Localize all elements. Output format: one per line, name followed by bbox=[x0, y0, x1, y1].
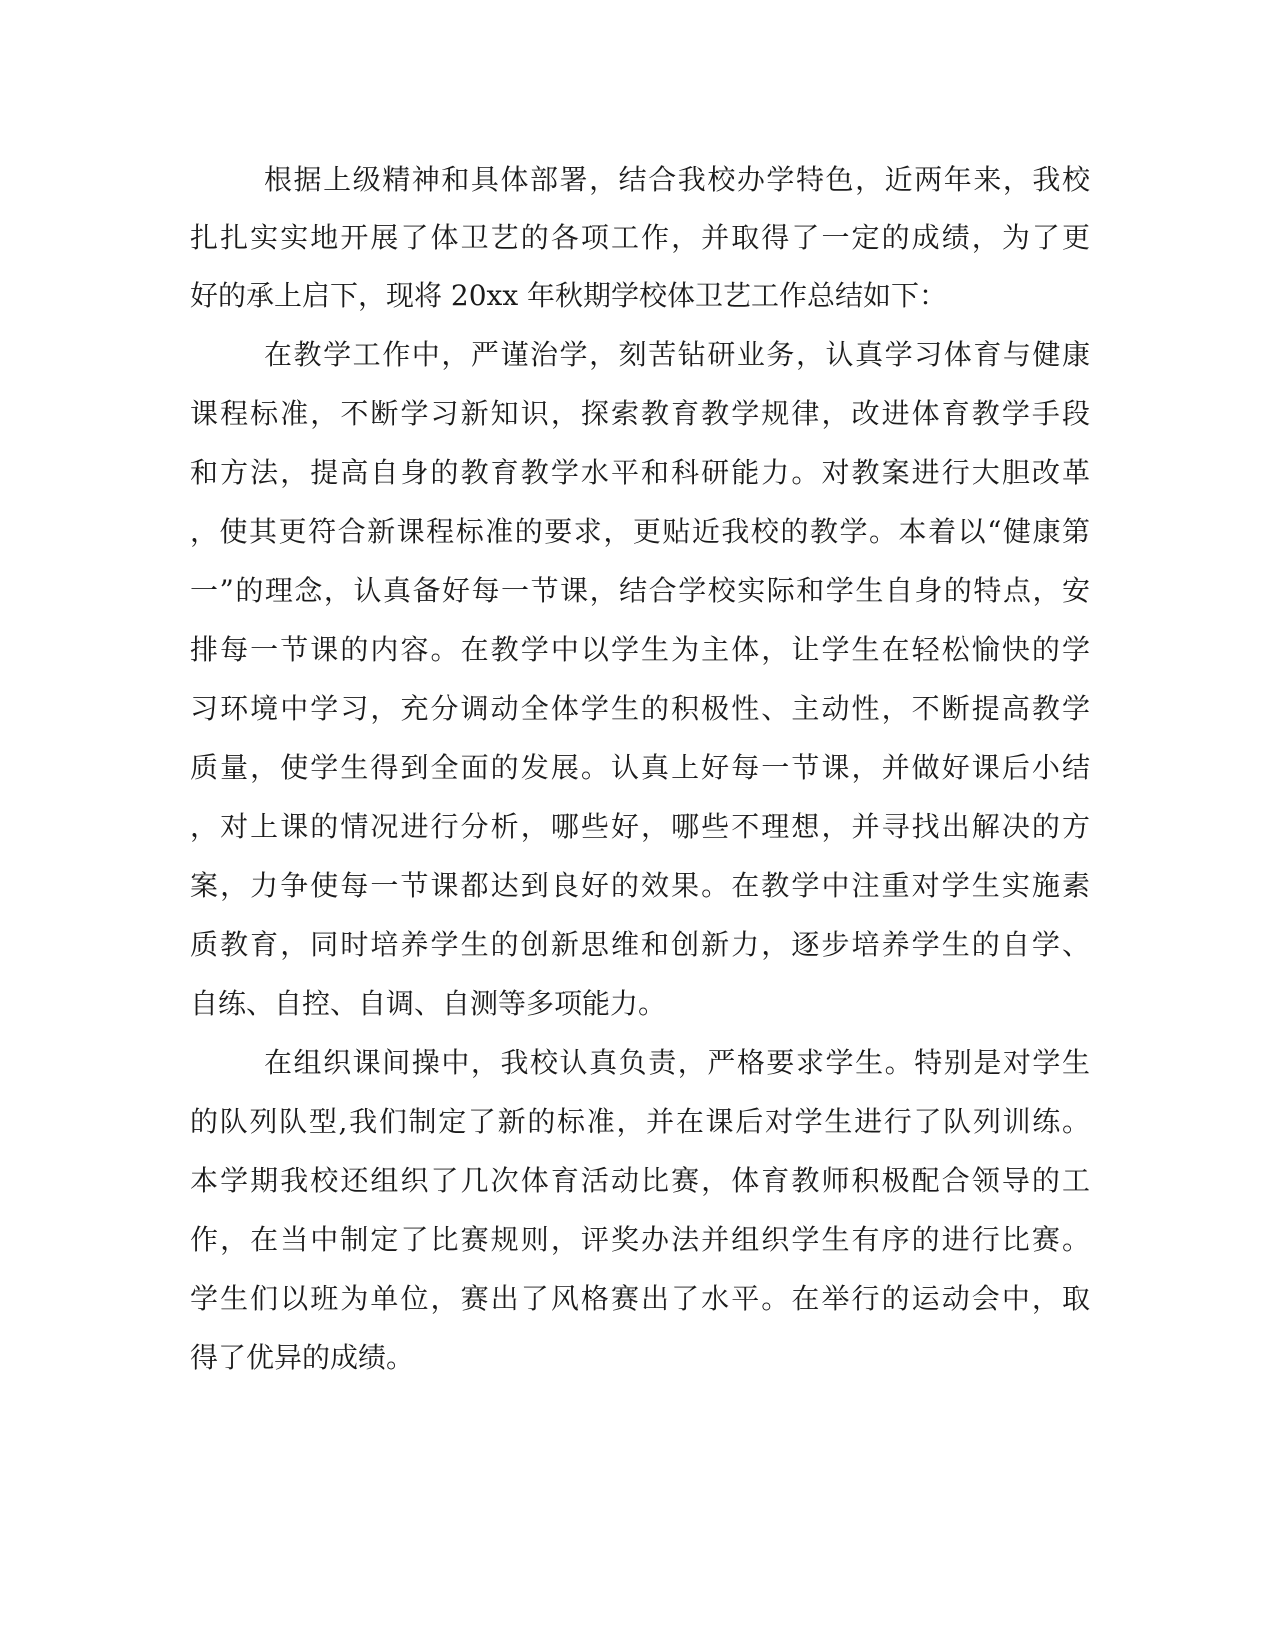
paragraph-2-line-9: ，对上课的情况进行分析，哪些好，哪些不理想，并寻找出解决的方 bbox=[190, 810, 1090, 843]
paragraph-2-line-7: 习环境中学习，充分调动全体学生的积极性、主动性，不断提高教学 bbox=[190, 692, 1090, 725]
paragraph-3-line-5: 学生们以班为单位，赛出了风格赛出了水平。在举行的运动会中，取 bbox=[190, 1282, 1090, 1315]
paragraph-2-line-2: 课程标准，不断学习新知识，探索教育教学规律，改进体育教学手段 bbox=[190, 397, 1090, 430]
paragraph-3-line-2: 的队列队型,我们制定了新的标准，并在课后对学生进行了队列训练。 bbox=[190, 1105, 1090, 1138]
paragraph-1-line-2: 扎扎实实地开展了体卫艺的各项工作，并取得了一定的成绩，为了更 bbox=[190, 221, 1090, 254]
paragraph-2-line-11: 质教育，同时培养学生的创新思维和创新力，逐步培养学生的自学、 bbox=[190, 928, 1090, 961]
paragraph-1-line-1: 根据上级精神和具体部署，结合我校办学特色，近两年来，我校 bbox=[264, 163, 1090, 196]
paragraph-3-line-6: 得了优异的成绩。 bbox=[190, 1341, 415, 1374]
paragraph-2-line-8: 质量，使学生得到全面的发展。认真上好每一节课，并做好课后小结 bbox=[190, 751, 1090, 784]
paragraph-3-line-1: 在组织课间操中，我校认真负责，严格要求学生。特别是对学生 bbox=[264, 1046, 1090, 1079]
paragraph-2-line-10: 案，力争使每一节课都达到良好的效果。在教学中注重对学生实施素 bbox=[190, 869, 1090, 902]
paragraph-2-line-12: 自练、自控、自调、自测等多项能力。 bbox=[190, 987, 667, 1020]
paragraph-3-line-4: 作，在当中制定了比赛规则，评奖办法并组织学生有序的进行比赛。 bbox=[190, 1223, 1090, 1256]
paragraph-2-line-1: 在教学工作中，严谨治学，刻苦钻研业务，认真学习体育与健康 bbox=[264, 338, 1090, 371]
paragraph-2-line-3: 和方法，提高自身的教育教学水平和科研能力。对教案进行大胆改革 bbox=[190, 456, 1090, 489]
paragraph-2-line-4: ，使其更符合新课程标准的要求，更贴近我校的教学。本着以“健康第 bbox=[190, 515, 1090, 548]
paragraph-2-line-6: 排每一节课的内容。在教学中以学生为主体，让学生在轻松愉快的学 bbox=[190, 633, 1090, 666]
paragraph-3-line-3: 本学期我校还组织了几次体育活动比赛，体育教师积极配合领导的工 bbox=[190, 1164, 1090, 1197]
paragraph-1-line-3: 好的承上启下，现将 20xx 年秋期学校体卫艺工作总结如下： bbox=[190, 279, 948, 312]
paragraph-2-line-5: 一”的理念，认真备好每一节课，结合学校实际和学生自身的特点，安 bbox=[190, 574, 1090, 607]
